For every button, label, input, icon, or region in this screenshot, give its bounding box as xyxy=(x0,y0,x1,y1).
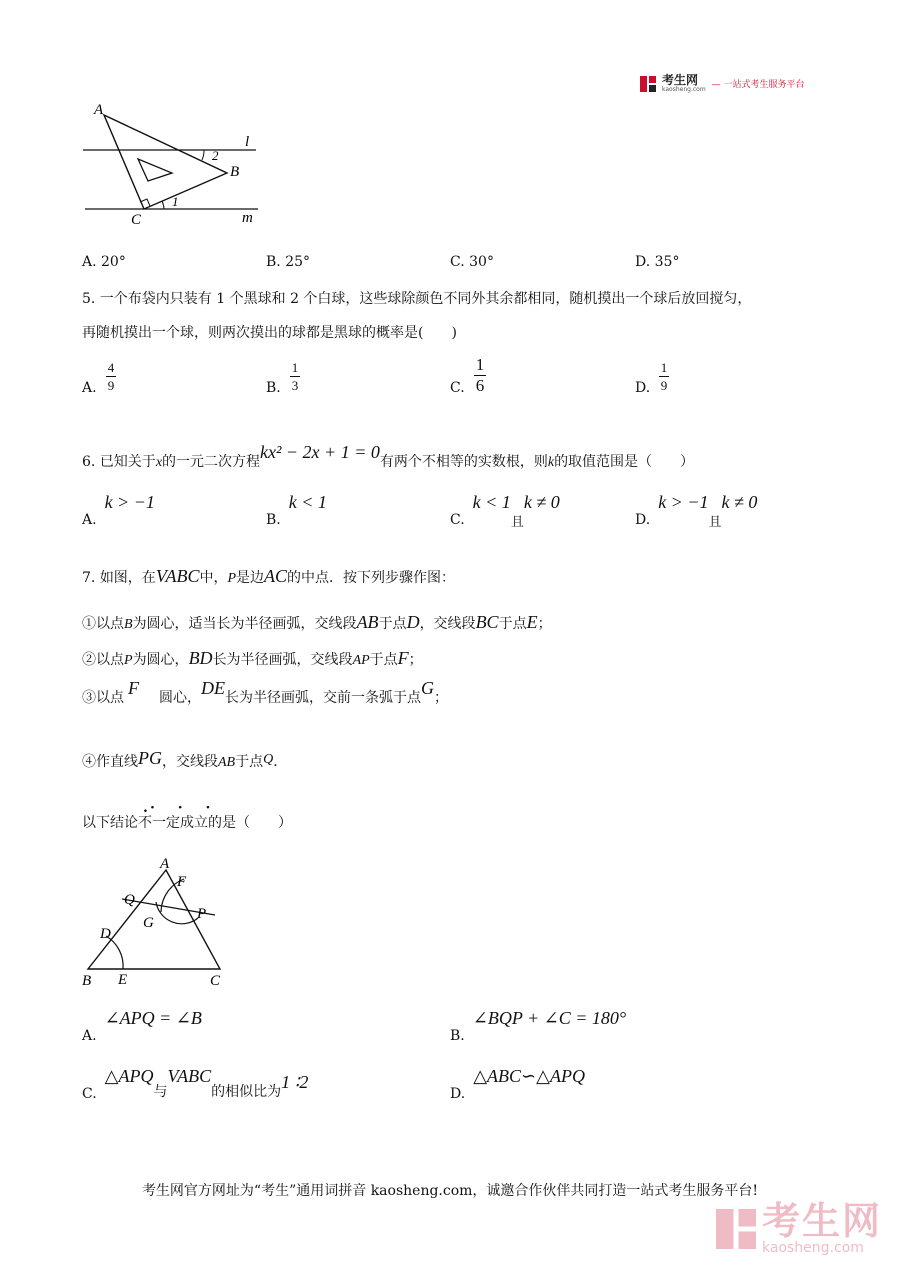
q4-option-b[interactable] xyxy=(266,254,310,270)
option-expr: k < 1 xyxy=(472,492,511,512)
q4-option-d[interactable] xyxy=(635,254,679,270)
q6-var-x: x xyxy=(155,455,163,470)
q5-option-b-frac xyxy=(290,360,300,393)
option-letter: A. xyxy=(82,254,97,270)
s2-b: 为圆心， xyxy=(132,652,189,668)
q5-number: 5. xyxy=(82,291,96,307)
frac-bar xyxy=(659,376,669,377)
s1-e: 于点 xyxy=(498,616,527,632)
option-expr2: k ≠ 0 xyxy=(523,492,560,512)
q7-tri: VABC xyxy=(155,566,200,586)
option-expr: △APQ xyxy=(104,1066,154,1086)
frac-num: 1 xyxy=(291,360,299,375)
q7-step4 xyxy=(82,750,287,771)
label-l: l xyxy=(245,134,250,150)
frac-bar xyxy=(290,376,300,377)
q5-option-d-letter[interactable]: D. xyxy=(635,380,651,396)
s2-d: 于点 xyxy=(369,652,398,668)
s2-f-var: F xyxy=(397,648,409,668)
s2-e: ； xyxy=(408,652,423,668)
inner-triangle xyxy=(138,159,172,181)
s1-f: ； xyxy=(537,616,552,632)
option-text: 30° xyxy=(469,254,494,270)
s1-b: 为圆心，适当长为半径画弧，交线段 xyxy=(132,616,357,632)
q6-option-d[interactable] xyxy=(635,492,758,530)
figure-q4 xyxy=(80,98,280,233)
q6-end: 的取值范围是（ ） xyxy=(554,454,695,470)
figure-q7 xyxy=(80,852,240,992)
q7-label-Q: Q xyxy=(124,892,135,908)
q6-equation: kx² − 2x + 1 = 0 xyxy=(260,442,380,462)
ask-dots-text: 不一定 xyxy=(138,815,180,831)
frac-num: 4 xyxy=(107,360,115,375)
emphasis-dots: · · · xyxy=(150,800,220,816)
option-letter: C. xyxy=(450,512,465,528)
option-letter: D. xyxy=(450,1086,466,1102)
option-post: 的相似比为 xyxy=(211,1084,282,1100)
logo-domain: kaosheng.com xyxy=(662,86,706,93)
angle2-arc xyxy=(202,150,204,160)
logo-name: 考生网 xyxy=(662,73,699,87)
option-text: 35° xyxy=(654,254,680,270)
s4-d: ． xyxy=(273,754,288,770)
frac-num: 1 xyxy=(475,355,485,374)
s2-c: 长为半径画弧，交线段 xyxy=(212,652,353,668)
s1-a: ①以点 xyxy=(82,616,124,632)
q7-option-c[interactable] xyxy=(82,1066,309,1102)
q7-option-a[interactable] xyxy=(82,1008,202,1044)
q7-intro-a: 如图，在 xyxy=(99,570,156,586)
q6-option-c[interactable] xyxy=(450,492,560,530)
q7-p: P xyxy=(227,571,237,586)
q7-label-E: E xyxy=(118,972,128,988)
option-letter: D. xyxy=(635,512,651,528)
s3-a: ③以点 xyxy=(82,690,124,706)
q5-option-a-letter[interactable]: A. xyxy=(82,380,97,396)
triangle-abc xyxy=(104,115,227,209)
s4-a: ④作直线 xyxy=(82,754,138,770)
s1-c: 于点 xyxy=(378,616,407,632)
label-m: m xyxy=(242,210,253,226)
option-expr: k > −1 xyxy=(658,492,709,512)
s4-pg: PG xyxy=(138,748,162,768)
q7-label-B: B xyxy=(82,973,92,989)
footer-text: 考生网官方网址为“考生”通用词拼音 kaosheng.com，诚邀合作伙伴共同打造一站式考生服务平台! xyxy=(141,1183,759,1199)
option-mid: 与 xyxy=(153,1084,168,1100)
q5-option-b-letter[interactable]: B. xyxy=(266,380,281,396)
s2-ap: AP xyxy=(352,653,370,668)
frac-den: 9 xyxy=(107,378,115,393)
s1-e-var: E xyxy=(526,612,538,632)
frac-den: 9 xyxy=(660,378,668,393)
s3-g: G xyxy=(421,678,434,698)
q7-number: 7. xyxy=(82,570,96,586)
s1-d: ，交线段 xyxy=(419,616,476,632)
label-angle1: 1 xyxy=(172,194,179,209)
q6-option-a[interactable] xyxy=(82,492,155,528)
s3-b: 圆心， xyxy=(159,690,201,706)
option-letter: B. xyxy=(266,512,281,528)
option-ratio: 1 ∶2 xyxy=(281,1072,309,1092)
q7-option-d[interactable] xyxy=(450,1066,585,1102)
q7-step2 xyxy=(82,648,423,669)
s1-b-var: B xyxy=(124,617,133,632)
watermark xyxy=(716,1199,883,1256)
q4-option-c[interactable] xyxy=(450,254,494,270)
s4-ab: AB xyxy=(218,755,236,770)
s1-ab: AB xyxy=(356,612,379,632)
q7-label-G: G xyxy=(143,915,154,931)
label-angle2: 2 xyxy=(212,148,219,163)
option-letter: C. xyxy=(450,254,465,270)
option-expr: k < 1 xyxy=(288,492,327,512)
q5-line2: 再随机摸出一个球，则两次摸出的球都是黑球的概率是( ) xyxy=(82,325,457,341)
s3-d: ； xyxy=(434,690,448,706)
option-text: 25° xyxy=(285,254,311,270)
q6-mid: 的一元二次方程 xyxy=(162,454,261,470)
q7-intro-c: 是边 xyxy=(236,570,265,586)
logo-text xyxy=(662,74,706,93)
s4-q: Q xyxy=(263,752,274,767)
logo-slogan: — 一站式考生服务平台 xyxy=(711,80,805,90)
option-and: 且 xyxy=(708,515,722,530)
watermark-name: 考生网 xyxy=(762,1199,883,1243)
q5-line1 xyxy=(82,288,751,308)
q7-label-F: F xyxy=(177,874,187,890)
option-expr: △ABC∽△APQ xyxy=(473,1066,585,1086)
q6-post: 有两个不相等的实数根，则 xyxy=(379,454,548,470)
option-letter: A. xyxy=(82,1028,97,1044)
q7-intro-d: 的中点．按下列步骤作图： xyxy=(287,570,456,586)
label-A: A xyxy=(94,102,104,118)
s2-p: P xyxy=(124,653,133,668)
q4-option-a[interactable] xyxy=(82,254,126,270)
s1-bc: BC xyxy=(475,612,499,632)
q6-stem xyxy=(82,442,695,471)
label-C: C xyxy=(131,212,142,228)
q5-option-d-frac xyxy=(659,360,669,393)
q7-intro-b: 中， xyxy=(199,570,228,586)
q7-label-P: P xyxy=(197,906,207,922)
option-text: 20° xyxy=(101,254,126,270)
frac-bar xyxy=(106,376,116,377)
q6-var-k: k xyxy=(547,455,555,470)
option-letter: B. xyxy=(266,254,281,270)
option-expr2: VABC xyxy=(167,1066,212,1086)
label-B: B xyxy=(230,164,240,180)
s3-de: DE xyxy=(201,678,225,698)
option-letter: D. xyxy=(635,254,651,270)
q7-step3 xyxy=(82,678,448,707)
s2-bd: BD xyxy=(188,648,213,668)
option-letter: C. xyxy=(82,1086,97,1102)
q7-label-A: A xyxy=(160,856,170,872)
frac-den: 6 xyxy=(475,376,485,395)
q7-ac: AC xyxy=(264,566,288,586)
q7-step1 xyxy=(82,612,552,633)
option-expr2: k ≠ 0 xyxy=(721,492,758,512)
q5-option-c-frac xyxy=(474,356,486,395)
logo-mark-icon xyxy=(640,76,656,92)
ask-a: 以下结论 xyxy=(82,815,138,831)
watermark-domain: kaosheng.com xyxy=(762,1240,864,1256)
header-logo xyxy=(640,74,805,93)
option-and: 且 xyxy=(510,515,524,530)
angle1-arc xyxy=(162,201,164,209)
s3-c: 长为半径画弧，交前一条弧于点 xyxy=(225,690,421,706)
s2-a: ②以点 xyxy=(82,652,124,668)
option-expr: ∠APQ = ∠B xyxy=(104,1008,202,1028)
s4-b: ，交线段 xyxy=(162,754,218,770)
q7-option-b[interactable] xyxy=(450,1008,627,1044)
s4-c: 于点 xyxy=(235,754,264,770)
frac-num: 1 xyxy=(660,360,668,375)
frac-den: 3 xyxy=(291,378,299,393)
q5-text1: 一个布袋内只装有 1 个黑球和 2 个白球，这些球除颜色不同外其余都相同，随机摸出一个球后放回搅匀， xyxy=(99,291,752,307)
s3-f: F xyxy=(128,678,139,698)
s1-d-var: D xyxy=(406,612,420,632)
option-letter: A. xyxy=(82,512,97,528)
watermark-logo-icon xyxy=(716,1209,756,1249)
option-letter: B. xyxy=(450,1028,465,1044)
ask-b: 成立的是（ ） xyxy=(180,815,292,831)
q6-number: 6. xyxy=(82,454,96,470)
q5-option-a-frac xyxy=(106,360,116,393)
option-expr: ∠BQP + ∠C = 180° xyxy=(472,1008,627,1028)
q5-option-c-letter[interactable]: C. xyxy=(450,380,465,396)
q7-label-C: C xyxy=(210,973,221,989)
q6-option-b[interactable] xyxy=(266,492,327,528)
option-expr: k > −1 xyxy=(104,492,155,512)
q7-label-D: D xyxy=(100,926,111,942)
q6-pre: 已知关于 xyxy=(99,454,156,470)
q7-stem xyxy=(82,566,455,587)
slogan-text: 一站式考生服务平台 xyxy=(723,80,805,90)
